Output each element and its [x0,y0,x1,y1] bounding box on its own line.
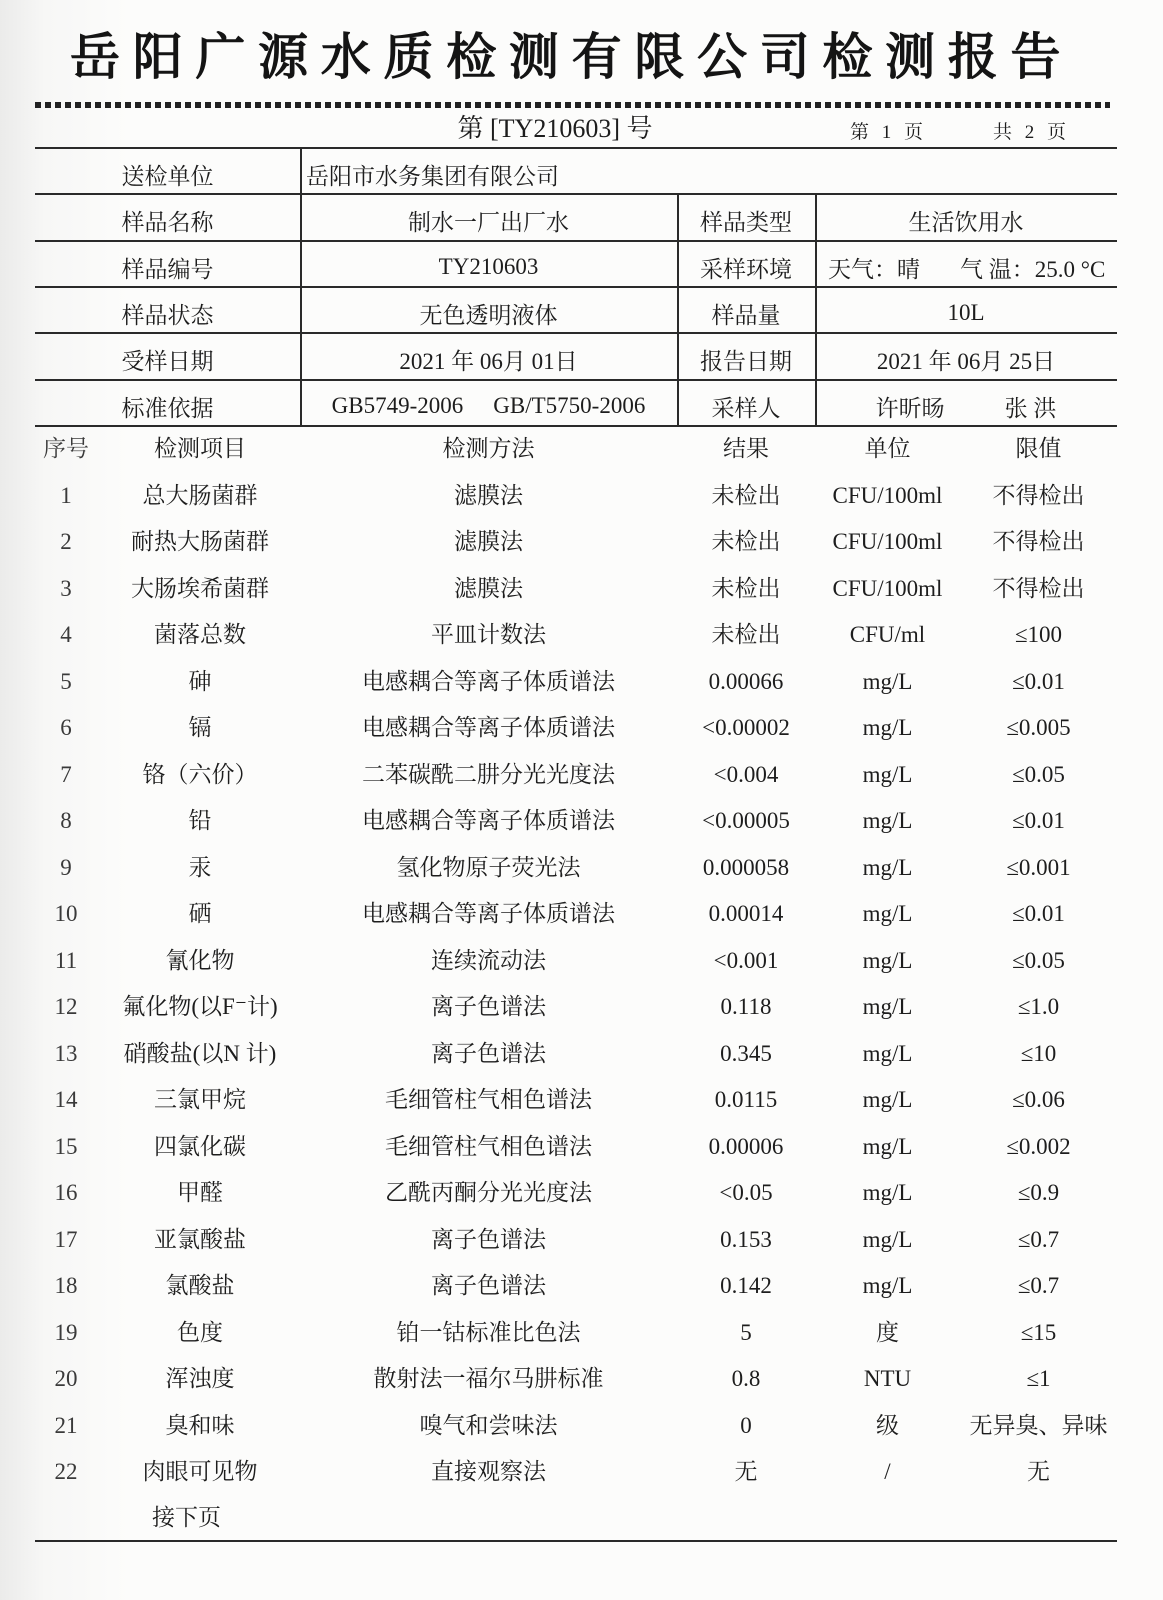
table-row [0,659,1163,706]
cell-unit: CFU/ml [849,622,926,647]
cell-seq: 22 [54,1459,78,1484]
cell-limit: 无 [1027,1459,1050,1484]
header-item: 检测项目 [154,436,246,461]
cell-result: <0.00002 [702,715,790,740]
cell-seq: 5 [60,668,72,694]
cell-item: 大肠埃希菌群 [131,575,269,601]
cell-unit: mg/L [862,1226,913,1252]
results-table [0,426,1163,1496]
results-header-row [0,426,1163,473]
cell-method: 毛细管柱气相色谱法 [385,1087,592,1112]
table-row [0,519,1163,566]
cell-method: 连续流动法 [431,947,546,973]
continued-note: 接下页 [152,1505,221,1530]
cell-result: 0.142 [720,1273,772,1298]
info-row-dates [0,332,1163,379]
cell-item: 砷 [188,668,212,694]
cell-seq: 11 [54,947,78,973]
cell-seq: 21 [54,1412,78,1438]
cell-limit: ≤0.001 [1006,854,1071,880]
table-row [0,1124,1163,1171]
standards-value [300,379,677,425]
header-result: 结果 [723,436,769,461]
samplers-label: 采样人 [711,395,781,421]
client-value: 岳阳市水务集团有限公司 [306,164,559,189]
cell-method: 电感耦合等离子体质谱法 [362,808,615,833]
cell-seq: 16 [54,1180,78,1205]
cell-result: <0.00005 [702,808,790,833]
header-limit: 限值 [1015,436,1062,461]
cell-item: 四氯化碳 [154,1133,246,1159]
cell-unit: mg/L [862,947,913,973]
cell-limit: ≤0.01 [1012,668,1065,694]
header-unit: 单位 [864,436,911,461]
cell-result: 5 [740,1319,752,1345]
cell-limit: ≤0.01 [1012,808,1065,833]
cell-unit: mg/L [862,901,913,926]
cell-result: <0.05 [719,1180,773,1205]
page-current: 第 1 页 [850,122,928,143]
cell-unit: 级 [876,1412,899,1438]
report-title: 岳阳广源水质检测有限公司检测报告 [70,28,1074,86]
cell-unit: 度 [876,1319,899,1345]
report-date-value: 2021 年 06月 25日 [876,349,1056,374]
cell-result: 未检出 [711,529,781,554]
cell-unit: CFU/100ml [832,529,943,554]
cell-method: 直接观察法 [431,1459,546,1484]
info-row-standards [0,379,1163,425]
cell-unit: mg/L [862,854,913,880]
cell-method: 离子色谱法 [431,994,546,1019]
results-body [0,473,1163,1496]
cell-item: 氟化物(以F⁻计) [122,994,278,1019]
table-row [0,1031,1163,1078]
sample-type-label: 样品类型 [700,210,792,235]
header-method: 检测方法 [442,436,535,461]
cell-seq: 13 [54,1040,78,1066]
cell-item: 汞 [188,854,212,880]
standard-code: GB5749-2006 [331,393,464,418]
table-row [0,938,1163,985]
table-row [0,1449,1163,1496]
info-row-client [0,148,1163,193]
cell-limit: ≤15 [1020,1319,1057,1345]
received-date-value: 2021 年 06月 01日 [399,349,578,374]
report-date-label: 报告日期 [700,349,792,374]
cell-result: 0.0115 [714,1087,778,1112]
sampling-env-label: 采样环境 [700,256,792,282]
cell-item: 镉 [188,715,212,740]
weather-value: 天气：晴 [828,256,920,282]
cell-method: 毛细管柱气相色谱法 [385,1133,592,1159]
cell-seq: 8 [60,808,72,833]
table-row [0,984,1163,1031]
table-row [0,1170,1163,1217]
table-row [0,566,1163,613]
cell-limit: ≤0.9 [1017,1180,1060,1205]
cell-unit: mg/L [862,668,913,694]
cell-method: 离子色谱法 [431,1226,546,1252]
cell-limit: ≤0.06 [1012,1087,1065,1112]
cell-method: 离子色谱法 [431,1040,546,1066]
table-row [0,1310,1163,1357]
cell-result: <0.004 [713,761,779,787]
cell-result: 0.8 [731,1366,761,1391]
page-total: 共 2 页 [993,122,1071,143]
sample-no-value: TY210603 [438,254,539,279]
cell-method: 铂一钴标准比色法 [396,1319,581,1345]
cell-method: 二苯碳酰二肼分光光度法 [362,761,615,787]
table-row [0,1217,1163,1264]
cell-result: 无 [734,1459,758,1484]
cell-unit: mg/L [862,1273,913,1298]
cell-item: 色度 [177,1319,223,1345]
cell-limit: ≤0.7 [1017,1226,1060,1252]
standard-code: GB/T5750-2006 [493,393,646,418]
cell-seq: 7 [60,761,72,787]
cell-limit: ≤0.7 [1017,1273,1060,1298]
cell-method: 离子色谱法 [431,1273,546,1298]
cell-item: 肉眼可见物 [142,1459,258,1484]
cell-item: 铅 [188,808,212,833]
cell-limit: ≤100 [1014,622,1063,647]
cell-limit: ≤0.05 [1012,947,1065,973]
sampling-env-value [815,240,1117,286]
cell-seq: 2 [60,529,72,554]
cell-method: 滤膜法 [454,529,523,554]
cell-result: <0.001 [713,947,779,973]
cell-item: 氰化物 [165,947,235,973]
cell-seq: 15 [54,1133,78,1159]
sample-name-value: 制水一厂出厂水 [408,210,569,235]
cell-seq: 14 [54,1087,78,1112]
cell-unit: mg/L [862,1040,913,1066]
table-row [0,1077,1163,1124]
cell-seq: 3 [60,575,72,601]
cell-unit: mg/L [862,1087,913,1112]
dotted-separator [35,102,1110,108]
cell-result: 0.00066 [708,668,784,694]
cell-limit: 无异臭、异味 [969,1412,1108,1438]
cell-seq: 20 [54,1366,78,1391]
table-row [0,705,1163,752]
cell-unit: mg/L [862,994,913,1019]
report-number: 第 [TY210603] 号 [457,114,653,143]
cell-method: 电感耦合等离子体质谱法 [362,901,615,926]
cell-limit: ≤0.05 [1012,761,1065,787]
cell-item: 总大肠菌群 [142,482,258,508]
rule-line [35,1540,1117,1542]
cell-item: 菌落总数 [154,622,246,647]
temperature-value: 气 温：25.0 °C [960,256,1106,282]
cell-limit: 不得检出 [992,529,1085,554]
samplers-value [815,379,1117,425]
table-row [0,798,1163,845]
cell-limit: ≤1.0 [1017,994,1060,1019]
cell-seq: 10 [54,901,78,926]
cell-seq: 12 [54,994,78,1019]
table-row [0,845,1163,892]
received-date-label: 受样日期 [121,349,214,374]
cell-method: 平皿计数法 [431,622,546,647]
cell-result: 0.118 [720,994,772,1019]
cell-item: 耐热大肠菌群 [131,529,269,554]
cell-seq: 4 [60,622,72,647]
standards-label: 标准依据 [121,395,214,421]
header-seq: 序号 [43,436,89,461]
cell-unit: mg/L [862,1180,913,1205]
sample-no-label: 样品编号 [121,256,214,282]
cell-method: 氢化物原子荧光法 [396,854,581,880]
sample-name-label: 样品名称 [121,210,214,235]
cell-unit: NTU [863,1366,912,1391]
table-row [0,1403,1163,1450]
cell-method: 滤膜法 [454,482,523,508]
table-row [0,1263,1163,1310]
cell-item: 亚氯酸盐 [154,1226,246,1252]
cell-seq: 17 [54,1226,78,1252]
cell-item: 铬（六价） [142,761,258,787]
cell-seq: 6 [60,715,72,740]
cell-item: 氯酸盐 [165,1273,235,1298]
sample-state-label: 样品状态 [121,302,214,328]
sample-state-value: 无色透明液体 [419,302,558,328]
info-row-sample-state [0,286,1163,332]
sample-qty-label: 样品量 [711,302,781,328]
cell-method: 滤膜法 [454,575,523,601]
sampler-name: 许昕旸 [875,395,945,421]
cell-method: 电感耦合等离子体质谱法 [362,668,615,694]
client-label: 送检单位 [121,164,214,189]
cell-item: 硝酸盐(以N 计) [123,1040,277,1066]
cell-result: 未检出 [711,575,781,601]
info-row-sample-no [0,240,1163,286]
cell-method: 电感耦合等离子体质谱法 [362,715,615,740]
cell-item: 硒 [188,901,212,926]
cell-result: 未检出 [711,622,781,647]
cell-unit: mg/L [862,761,913,787]
cell-unit: mg/L [862,1133,913,1159]
cell-result: 0.000058 [702,854,790,880]
cell-limit: 不得检出 [992,482,1085,508]
table-row [0,1356,1163,1403]
table-row [0,752,1163,799]
cell-result: 0.153 [720,1226,772,1252]
cell-method: 嗅气和尝味法 [419,1412,558,1438]
cell-unit: CFU/100ml [832,575,943,601]
cell-result: 0.00014 [708,901,784,926]
cell-seq: 19 [54,1319,78,1345]
cell-item: 三氯甲烷 [154,1087,246,1112]
cell-unit: mg/L [862,808,913,833]
cell-seq: 9 [60,854,72,880]
sample-qty-value: 10L [947,300,985,325]
cell-unit: mg/L [862,715,913,740]
table-row [0,891,1163,938]
info-row-sample-name [0,193,1163,240]
cell-limit: ≤0.005 [1006,715,1071,740]
table-row [0,612,1163,659]
cell-limit: ≤0.01 [1012,901,1065,926]
cell-seq: 1 [60,482,72,508]
cell-seq: 18 [54,1273,78,1298]
sample-type-value: 生活饮用水 [908,210,1024,235]
cell-item: 浑浊度 [165,1366,235,1391]
cell-limit: ≤10 [1020,1040,1057,1066]
cell-method: 乙酰丙酮分光光度法 [385,1180,592,1205]
cell-result: 0 [740,1412,752,1438]
cell-limit: 不得检出 [992,575,1085,601]
sampler-name: 张 洪 [1004,395,1057,421]
cell-result: 未检出 [711,482,781,508]
cell-limit: ≤1 [1026,1366,1051,1391]
cell-method: 散射法一福尔马肼标准 [373,1366,604,1391]
cell-item: 臭和味 [165,1412,235,1438]
table-row [0,473,1163,520]
cell-result: 0.00006 [708,1133,784,1159]
cell-result: 0.345 [720,1040,772,1066]
cell-item: 甲醛 [177,1180,223,1205]
cell-unit: / [884,1459,891,1484]
cell-unit: CFU/100ml [832,482,943,508]
cell-limit: ≤0.002 [1006,1133,1071,1159]
